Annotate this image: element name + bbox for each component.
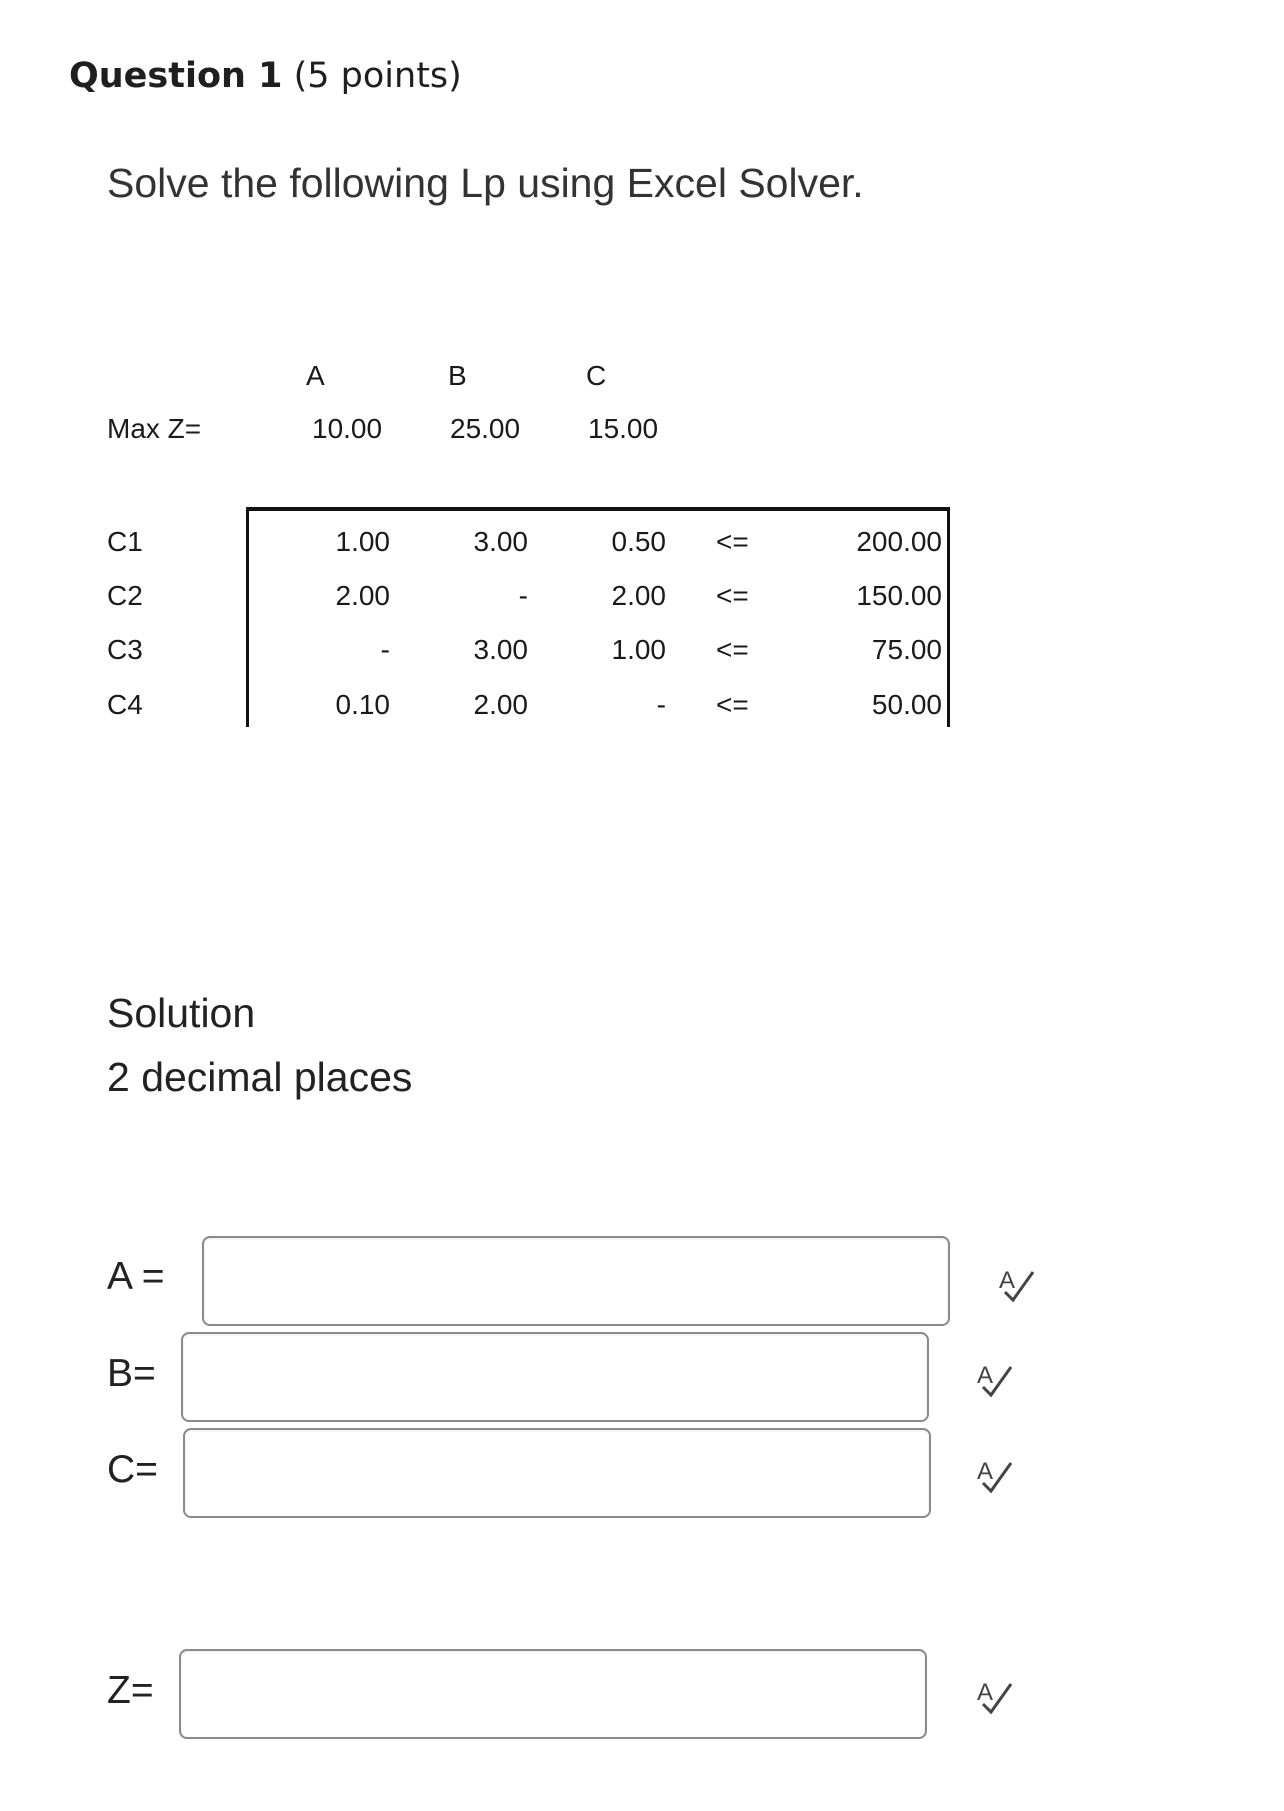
question-points: (5 points) bbox=[293, 56, 462, 96]
constraint-coef-c: 0.50 bbox=[611, 526, 666, 557]
constraint-coef-a: - bbox=[380, 634, 390, 665]
svg-text:A: A bbox=[999, 1267, 1016, 1294]
constraint-name: C4 bbox=[107, 689, 143, 720]
column-header-c: C bbox=[586, 360, 607, 391]
constraint-rhs: 75.00 bbox=[871, 634, 942, 665]
solution-note: 2 decimal places bbox=[107, 1054, 413, 1100]
constraint-coef-c: 2.00 bbox=[611, 580, 666, 611]
objective-coef-c: 15.00 bbox=[588, 413, 659, 444]
objective-coef-b: 25.00 bbox=[450, 413, 521, 444]
constraint-coef-b: 3.00 bbox=[473, 634, 528, 665]
column-header-b: B bbox=[448, 360, 467, 391]
spellcheck-icon[interactable] bbox=[973, 1453, 1017, 1497]
constraint-operator: <= bbox=[716, 689, 749, 720]
answer-c-label: C= bbox=[107, 1448, 158, 1491]
answer-c-input[interactable] bbox=[183, 1428, 931, 1518]
answer-b-input[interactable] bbox=[181, 1332, 929, 1422]
objective-coef-a: 10.00 bbox=[312, 413, 383, 444]
constraint-rhs: 50.00 bbox=[871, 689, 942, 720]
constraint-operator: <= bbox=[716, 580, 749, 611]
column-header-a: A bbox=[306, 360, 325, 391]
answer-a-input[interactable] bbox=[202, 1236, 950, 1326]
constraint-coef-a: 0.10 bbox=[335, 689, 390, 720]
solution-title: Solution bbox=[107, 990, 256, 1036]
constraint-coef-a: 1.00 bbox=[335, 526, 390, 557]
constraint-rhs: 200.00 bbox=[856, 526, 942, 557]
constraint-name: C1 bbox=[107, 526, 143, 557]
constraint-name: C3 bbox=[107, 634, 143, 665]
constraint-coef-c: 1.00 bbox=[611, 634, 666, 665]
answer-b-label: B= bbox=[107, 1352, 156, 1395]
answer-a-label: A = bbox=[107, 1255, 165, 1298]
constraint-coef-b: - bbox=[518, 580, 528, 611]
answer-z-label: Z= bbox=[107, 1669, 154, 1712]
constraint-operator: <= bbox=[716, 634, 749, 665]
svg-text:A: A bbox=[977, 1458, 994, 1485]
constraint-coef-b: 2.00 bbox=[473, 689, 528, 720]
question-number: Question 1 bbox=[69, 56, 283, 96]
answer-z-input[interactable] bbox=[179, 1649, 927, 1739]
objective-label: Max Z= bbox=[107, 413, 202, 444]
constraint-coef-b: 3.00 bbox=[473, 526, 528, 557]
constraint-name: C2 bbox=[107, 580, 143, 611]
spellcheck-icon[interactable] bbox=[995, 1262, 1039, 1306]
svg-text:A: A bbox=[977, 1362, 994, 1389]
spellcheck-icon[interactable] bbox=[973, 1674, 1017, 1718]
question-instruction: Solve the following Lp using Excel Solver. bbox=[107, 160, 864, 206]
spellcheck-icon[interactable] bbox=[973, 1357, 1017, 1401]
question-title bbox=[69, 56, 462, 96]
svg-text:A: A bbox=[977, 1679, 994, 1706]
constraint-coef-c: - bbox=[656, 689, 666, 720]
constraint-operator: <= bbox=[716, 526, 749, 557]
constraint-rhs: 150.00 bbox=[856, 580, 942, 611]
constraint-coef-a: 2.00 bbox=[335, 580, 390, 611]
